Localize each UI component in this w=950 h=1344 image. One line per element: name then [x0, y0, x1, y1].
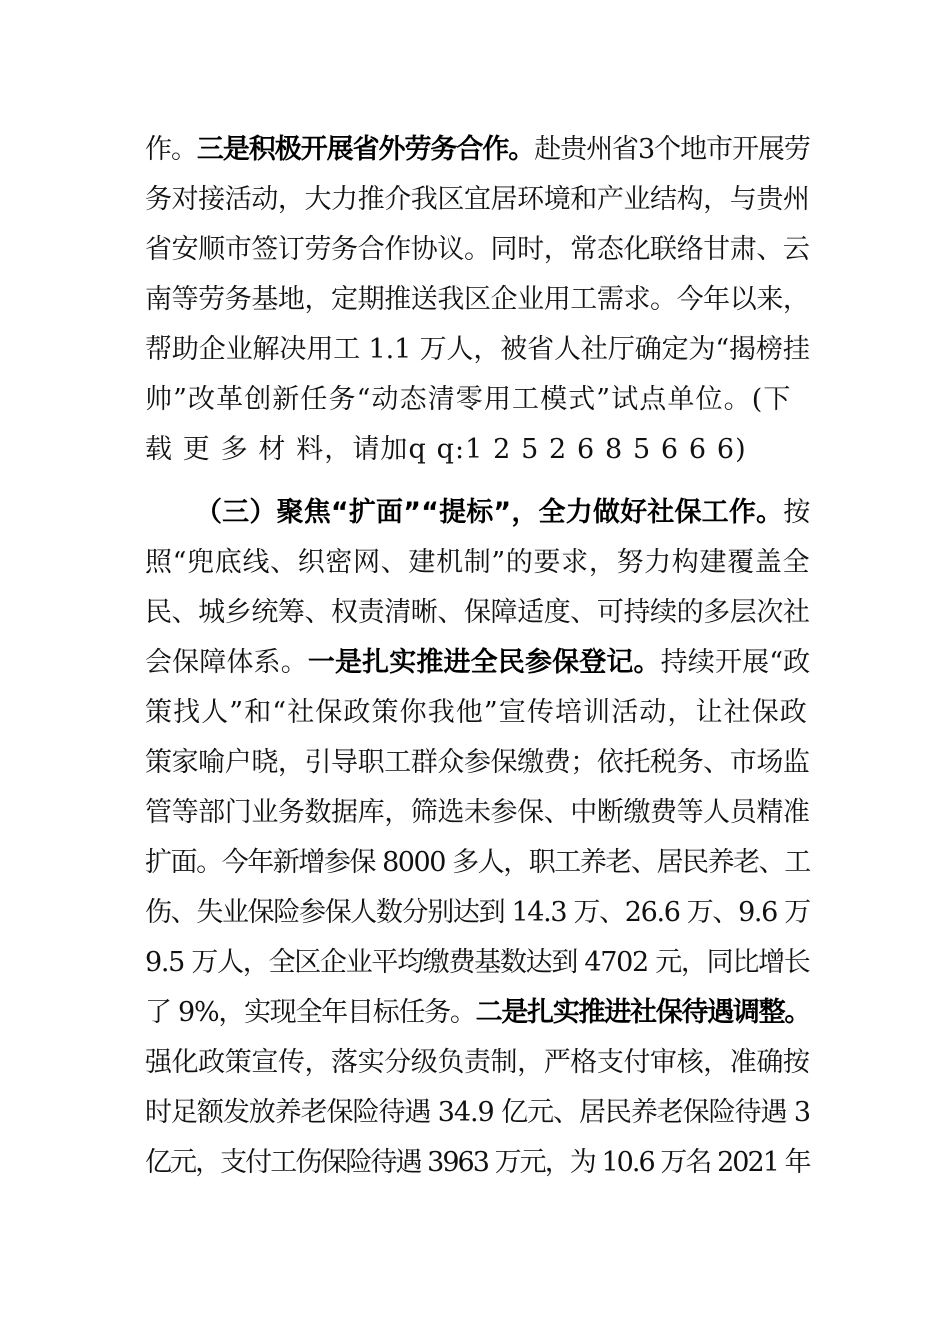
- text-line-7: [145, 433, 810, 467]
- line-14-seg-1: 管等部门业务数据库，筛选未参保、中断缴费等人员精准: [145, 797, 810, 828]
- line-9-seg-1: 照“兜底线、织密网、建机制”的要求，努力构建覆盖全: [145, 547, 811, 578]
- line-1-seg-3: 赴贵州省3个地市开展劳: [534, 134, 810, 165]
- line-13-seg-1: 策家喻户晓，引导职工群众参保缴费；依托税务、市场监: [145, 747, 810, 778]
- line-11-seg-3: 持续开展“政: [660, 647, 811, 678]
- text-line-5: [145, 333, 810, 367]
- line-11-seg-1: 会保障体系。: [145, 647, 308, 678]
- line-11-bold-heading: 一是扎实推进全民参保登记。: [307, 647, 661, 678]
- text-line-15: [145, 846, 810, 880]
- text-line-11: [145, 646, 810, 680]
- line-15-seg-1: 扩面。今年新增参保 8000 多人，职工养老、居民养老、工: [145, 847, 810, 878]
- line-5-seg-1: 帮助企业解决用工 1.1 万人，被省人社厅确定为“揭榜挂: [145, 334, 810, 365]
- line-20-seg-1: 时足额发放养老保险待遇 34.9 亿元、居民养老保险待遇 3: [145, 1097, 811, 1128]
- text-line-12: [145, 696, 810, 730]
- line-6-seg-1: 帅”改革创新任务“动态清零用工模式”试点单位。(下: [145, 384, 792, 415]
- text-line-19: [145, 1046, 810, 1080]
- text-line-3: [145, 233, 810, 267]
- line-1-bold-heading: 三是积极开展省外劳务合作。: [196, 134, 535, 165]
- line-18-seg-1: 了 9%，实现全年目标任务。: [145, 997, 476, 1028]
- line-18-bold-heading: 二是扎实推进社保待遇调整。: [475, 997, 811, 1028]
- line-16-seg-1: 伤、失业保险参保人数分别达到 14.3 万、26.6 万、9.6 万: [145, 897, 810, 928]
- text-line-9: [145, 546, 810, 580]
- line-3-seg-1: 省安顺市签订劳务合作协议。同时，常态化联络甘肃、云: [145, 234, 810, 265]
- text-line-4: [145, 283, 810, 317]
- text-line-13: [145, 746, 810, 780]
- text-line-21: [145, 1146, 810, 1180]
- text-line-14: [145, 796, 810, 830]
- text-line-18: [145, 996, 810, 1030]
- text-line-16: [145, 896, 810, 930]
- text-line-8-section-heading: [195, 496, 810, 530]
- line-19-seg-1: 强化政策宣传，落实分级负责制，严格支付审核，准确按: [145, 1047, 810, 1078]
- line-7-seg-1: 载 更 多 材 料，请加q q:1 2 5 2 6 8 5 6 6 6): [145, 434, 747, 465]
- line-12-seg-1: 策找人”和“社保政策你我他”宣传培训活动，让社保政: [145, 697, 808, 728]
- text-line-2: [145, 183, 810, 217]
- text-line-6: [145, 383, 810, 417]
- section-heading-three: （三）聚焦“扩面”“提标”，全力做好社保工作。: [195, 497, 784, 528]
- line-10-seg-1: 民、城乡统筹、权责清晰、保障适度、可持续的多层次社: [145, 597, 810, 628]
- line-21-seg-1: 亿元，支付工伤保险待遇 3963 万元，为 10.6 万名 2021 年: [145, 1147, 810, 1178]
- text-line-20: [145, 1096, 810, 1130]
- text-line-1: [145, 133, 810, 167]
- line-17-seg-1: 9.5 万人，全区企业平均缴费基数达到 4702 元，同比增长: [145, 947, 810, 978]
- text-line-10: [145, 596, 810, 630]
- line-1-seg-1: 作。: [145, 134, 197, 165]
- line-4-seg-1: 南等劳务基地，定期推送我区企业用工需求。今年以来，: [145, 284, 810, 315]
- line-8-seg-2: 按: [783, 497, 811, 528]
- text-line-17: [145, 946, 810, 980]
- line-2-seg-1: 务对接活动，大力推介我区宜居环境和产业结构，与贵州: [145, 184, 810, 215]
